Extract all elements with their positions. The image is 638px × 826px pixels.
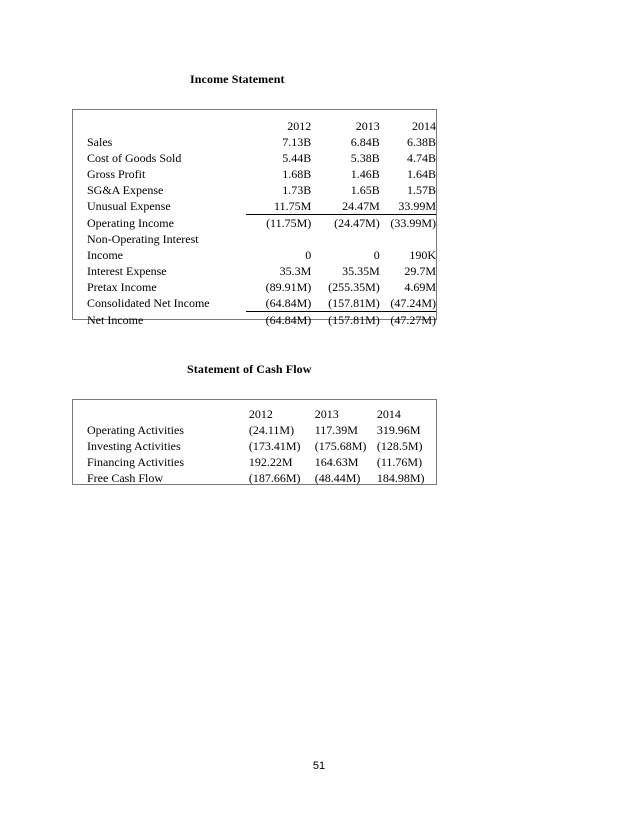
- table-row: [87, 166, 436, 182]
- row-label: Financing Activities: [87, 455, 184, 469]
- cell-value: (11.76M): [376, 455, 423, 469]
- cell-value: 6.84B: [350, 135, 380, 149]
- cell-value: 7.13B: [282, 135, 312, 149]
- table-row: [87, 470, 436, 486]
- cell-value: 117.39M: [314, 423, 358, 437]
- cell-value: (33.99M): [390, 216, 436, 230]
- table-row: [87, 231, 436, 247]
- cell-value: (11.75M): [266, 216, 312, 230]
- cell-value: 0: [373, 248, 380, 262]
- year-header-row: [87, 118, 436, 134]
- cell-value: (24.47M): [334, 216, 380, 230]
- row-label: Gross Profit: [87, 167, 146, 181]
- income-statement-title: Income Statement: [190, 72, 285, 86]
- table-row: [87, 279, 436, 295]
- cell-value: (128.5M): [376, 439, 423, 453]
- cell-value: 24.47M: [311, 198, 379, 215]
- cell-value: 1.68B: [282, 167, 312, 181]
- table-row: [87, 422, 436, 438]
- cell-value: (89.91M): [265, 280, 312, 294]
- cash-flow-box: [72, 399, 437, 485]
- cell-value: 190K: [409, 248, 436, 262]
- cell-value: (24.11M): [248, 423, 295, 437]
- year-header: 2012: [287, 119, 312, 133]
- cell-value: 1.46B: [350, 167, 380, 181]
- table-row: [87, 134, 436, 150]
- row-label: Unusual Expense: [87, 199, 171, 214]
- row-label: Sales: [87, 135, 113, 149]
- cell-value: (157.81M): [328, 313, 380, 327]
- cash-flow-table: [87, 406, 436, 486]
- cell-value: 11.75M: [246, 198, 312, 215]
- row-label: Cost of Goods Sold: [87, 151, 182, 165]
- cell-value: 1.65B: [350, 183, 380, 197]
- cell-value: (157.81M): [311, 295, 379, 312]
- cell-value: 1.73B: [282, 183, 312, 197]
- cell-value: 1.64B: [406, 167, 436, 181]
- row-label: Income: [87, 248, 123, 262]
- cell-value: 319.96M: [376, 423, 421, 437]
- cell-value: (187.66M): [248, 471, 301, 485]
- row-label: Consolidated Net Income: [87, 296, 210, 311]
- cell-value: 164.63M: [314, 455, 359, 469]
- cash-flow-title: Statement of Cash Flow: [187, 362, 312, 376]
- cell-value: 4.74B: [406, 151, 436, 165]
- cell-value: 5.44B: [282, 151, 312, 165]
- cell-value: 0: [305, 248, 312, 262]
- table-row: [87, 263, 436, 279]
- cell-value: (255.35M): [328, 280, 380, 294]
- cell-value: (47.24M): [380, 295, 436, 312]
- row-label: Operating Income: [87, 215, 174, 230]
- cell-value: (64.84M): [265, 313, 312, 327]
- row-label: Interest Expense: [87, 264, 167, 278]
- income-statement-box: [72, 109, 437, 327]
- cell-value: (48.44M): [314, 471, 361, 485]
- cell-value: (175.68M): [314, 439, 367, 453]
- row-label: Operating Activities: [87, 423, 184, 437]
- row-label: Non-Operating Interest: [87, 232, 199, 246]
- cell-value: (47.27M): [390, 313, 436, 327]
- row-label: Net Income: [87, 312, 144, 327]
- year-header: 2012: [248, 407, 273, 421]
- table-row: [87, 215, 436, 232]
- cell-value: 35.3M: [279, 264, 312, 278]
- cell-value: 6.38B: [406, 135, 436, 149]
- table-row: [87, 312, 436, 329]
- income-statement-table: [87, 118, 436, 328]
- cell-value: 35.35M: [342, 264, 380, 278]
- cell-value: 5.38B: [350, 151, 380, 165]
- table-row: [87, 150, 436, 166]
- cell-value: 184.98M): [376, 471, 425, 485]
- row-label: Investing Activities: [87, 439, 181, 453]
- cell-value: 29.7M: [404, 264, 436, 278]
- table-row: [87, 247, 436, 263]
- year-header-row: [87, 406, 436, 422]
- row-label: SG&A Expense: [87, 183, 164, 197]
- page-number: 51: [312, 760, 326, 772]
- table-row: [87, 454, 436, 470]
- cell-value: 33.99M: [380, 198, 436, 215]
- year-header: 2014: [376, 407, 401, 421]
- cell-value: 192.22M: [248, 455, 293, 469]
- table-row: [87, 295, 436, 312]
- cell-value: 4.69M: [404, 280, 436, 294]
- table-row: [87, 438, 436, 454]
- year-header: 2013: [314, 407, 339, 421]
- year-header: 2014: [412, 119, 436, 133]
- cell-value: (64.84M): [246, 295, 312, 312]
- row-label: Free Cash Flow: [87, 471, 163, 485]
- year-header: 2013: [355, 119, 380, 133]
- cell-value: 1.57B: [406, 183, 436, 197]
- cell-value: (173.41M): [248, 439, 301, 453]
- row-label: Pretax Income: [87, 280, 157, 294]
- table-row: [87, 198, 436, 215]
- table-row: [87, 182, 436, 198]
